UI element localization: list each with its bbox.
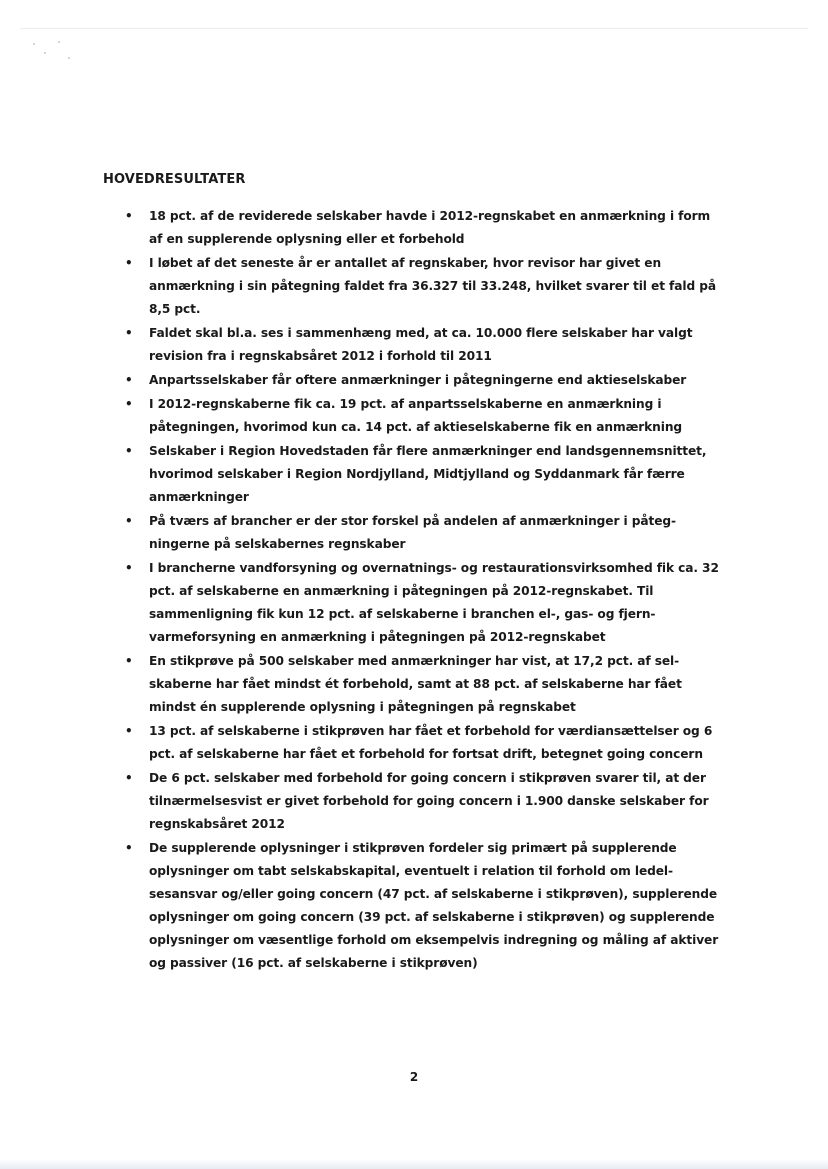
scan-speck — [68, 57, 70, 59]
results-list — [103, 205, 723, 976]
list-item-text: I 2012-regnskaberne fik ca. 19 pct. af anpartsselskaberne en anmærkning i påtegningen, hvorimod kun ca. 14 pct. af aktieselskaberne fik en anmærkning — [149, 397, 683, 434]
bullet-icon: • — [125, 771, 133, 785]
list-item — [103, 557, 723, 649]
scan-speck — [33, 43, 35, 45]
list-item-text: I brancherne vandforsyning og overnatnings- og restaurationsvirksomhed fik ca. 32 pct. af selskaberne en anmærkning i påtegningen på 2012-regnskabet. Til sammenligning fik kun 12 pct. af selskaberne i branchen el-, gas- og fjernvarmeforsyning en anmærkning i påtegningen på 2012-regnskabet — [149, 561, 719, 644]
list-item-text: Selskaber i Region Hovedstaden får flere anmærkninger end landsgennemsnittet, hvorimod selskaber i Region Nordjylland, Midtjylland og Syddanmark får færre anmærkninger — [149, 444, 707, 504]
list-item-text: De 6 pct. selskaber med forbehold for going concern i stikprøven svarer til, at der tilnærmelsesvist er givet forbehold for going concern i 1.900 danske selskaber for regnskabsåret 2012 — [149, 771, 709, 831]
list-item-text: Faldet skal bl.a. ses i sammenhæng med, at ca. 10.000 flere selskaber har valgt revision fra i regnskabsåret 2012 i forhold til 2011 — [149, 326, 693, 363]
scan-bottom-edge — [0, 1159, 828, 1169]
list-item — [103, 650, 723, 719]
list-item — [103, 720, 723, 766]
list-item — [103, 393, 723, 439]
bullet-icon: • — [125, 724, 133, 738]
bullet-icon: • — [125, 444, 133, 458]
bullet-icon: • — [125, 209, 133, 223]
list-item — [103, 440, 723, 509]
list-item — [103, 252, 723, 321]
list-item-text: I løbet af det seneste år er antallet af regnskaber, hvor revisor har givet en anmærkning i sin påtegning faldet fra 36.327 til 33.248, hvilket svarer til et fald på 8,5 pct. — [149, 256, 716, 316]
list-item-text: 13 pct. af selskaberne i stikprøven har fået et forbehold for værdiansættelser og 6 pct. af selskaberne har fået et forbehold for fortsat drift, betegnet going concern — [149, 724, 713, 761]
list-item — [103, 205, 723, 251]
bullet-icon: • — [125, 397, 133, 411]
list-item — [103, 767, 723, 836]
list-item-text: De supplerende oplysninger i stikprøven fordeler sig primært på supplerende oplysninger om tabt selskabskapital, eventuelt i relation til forhold om ledelsesansvar og/eller going concern (47 pct. af selskaberne i stikprøven), supplerende oplysninger om going concern (39 pct. af selskaberne i stikprøven) og supplerende oplysninger om væsentlige forhold om eksempelvis indregning og måling af aktiver og passiver (16 pct. af selskaberne i stikprøven) — [149, 841, 719, 970]
list-item — [103, 837, 723, 975]
list-item — [103, 369, 723, 392]
scan-edge-line — [20, 28, 808, 29]
scan-speck — [44, 52, 46, 54]
list-item-text: 18 pct. af de reviderede selskaber havde i 2012-regnskabet en anmærkning i form af en supplerende oplysning eller et forbehold — [149, 209, 711, 246]
list-item-text: Anpartsselskaber får oftere anmærkninger i påtegningerne end aktieselskaber — [149, 373, 687, 387]
bullet-icon: • — [125, 373, 133, 387]
bullet-icon: • — [125, 561, 133, 575]
section-heading: HOVEDRESULTATER — [103, 172, 246, 187]
bullet-icon: • — [125, 654, 133, 668]
bullet-icon: • — [125, 326, 133, 340]
bullet-icon: • — [125, 841, 133, 855]
list-item-text: En stikprøve på 500 selskaber med anmærkninger har vist, at 17,2 pct. af selskaberne har fået mindst ét forbehold, samt at 88 pct. af selskaberne har fået mindst én supplerende oplysning i påtegningen på regnskabet — [149, 654, 682, 714]
list-item — [103, 322, 723, 368]
scan-speck — [58, 41, 60, 43]
page-number: 2 — [409, 1070, 419, 1084]
bullet-icon: • — [125, 514, 133, 528]
bullet-icon: • — [125, 256, 133, 270]
list-item — [103, 510, 723, 556]
list-item-text: På tværs af brancher er der stor forskel på andelen af anmærkninger i påtegningerne på selskabernes regnskaber — [149, 514, 677, 551]
